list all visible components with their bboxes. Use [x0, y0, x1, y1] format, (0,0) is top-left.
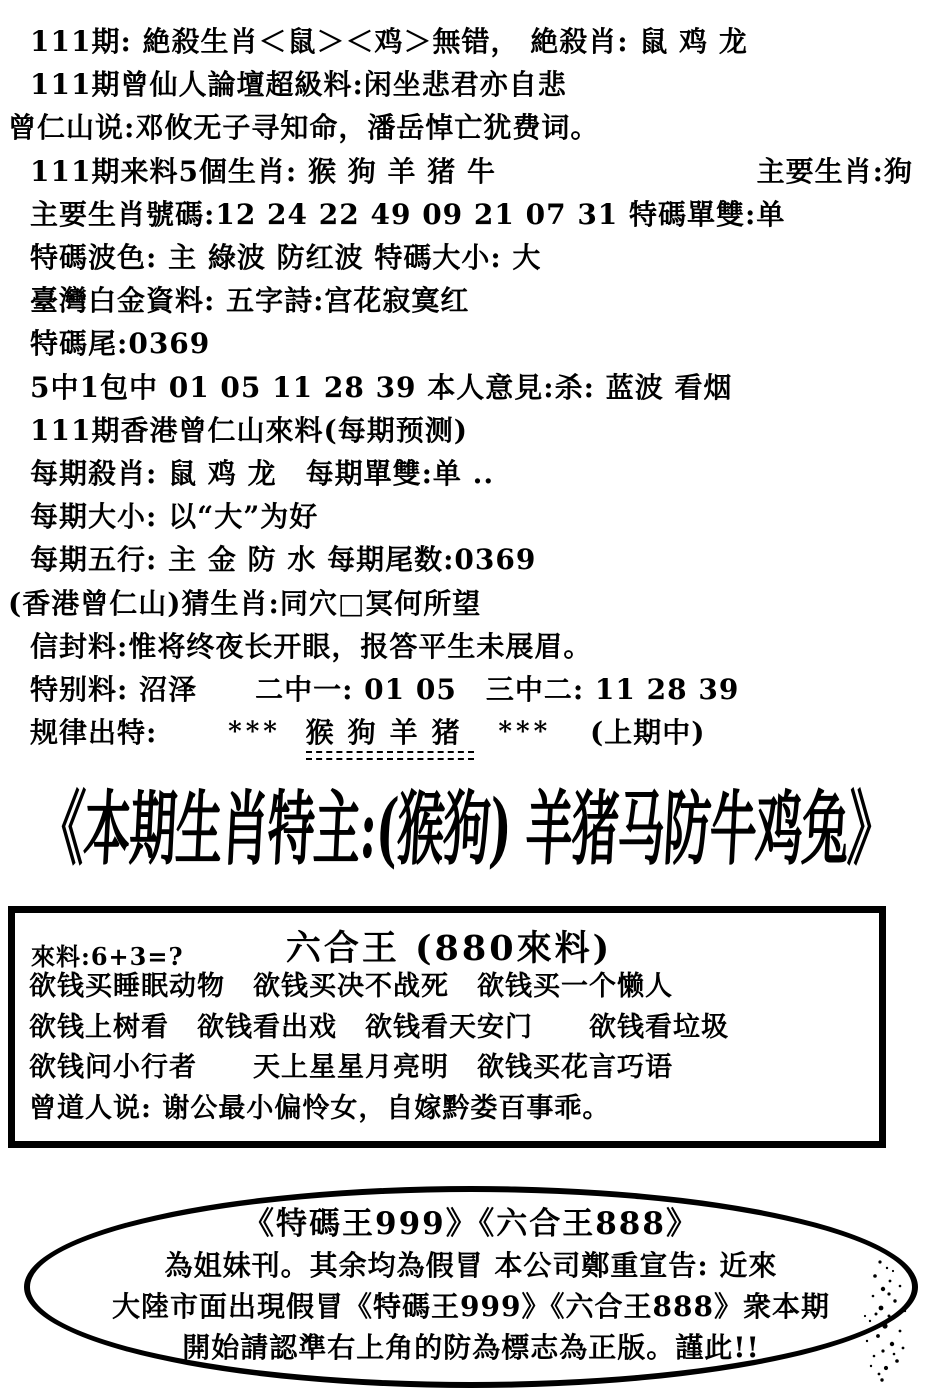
oval-line: 為姐妹刊。其余均為假冒 本公司鄭重宣告: 近來	[164, 1249, 778, 1283]
banner-text: 《本期生肖特主:(猴狗) 羊猪马防牛鸡兔》	[35, 783, 897, 879]
rule-label: 规律出特:	[30, 716, 158, 750]
line-five-pick: 5中1包中 01 05 11 28 39 本人意見:杀: 蓝波 看烟	[30, 370, 733, 404]
rule-animals: 猴狗羊猪	[306, 718, 474, 753]
line-hk-source: 111期香港曾仁山來料(每期预测)	[30, 413, 468, 447]
line-rule-special	[30, 711, 939, 760]
line-five-zodiac	[30, 150, 939, 193]
oval-anticounterfeit-notice	[24, 1186, 918, 1388]
oval-line-titles: 《特碼王999》《六合王888》	[243, 1206, 699, 1243]
box-note: 來料:6+3=?	[31, 942, 184, 972]
banner-zodiac-special	[0, 766, 939, 896]
line-period-kill: 每期殺肖: 鼠 鸡 龙 每期單雙:单 ..	[30, 457, 495, 491]
line-main-numbers: 主要生肖號碼:12 24 22 49 09 21 07 31 特碼單雙:单	[30, 197, 786, 231]
rule-result: (上期中)	[589, 716, 706, 750]
line-period-size: 每期大小: 以“大”为好	[30, 500, 319, 534]
line-guess-zodiac: (香港曾仁山)猜生肖:同穴□冥何所望	[8, 586, 482, 620]
box-line: 欲钱问小行者 天上星星月亮明 欲钱买花言巧语	[29, 1052, 673, 1084]
box-line: 曾道人说: 谢公最小偏怜女，自嫁黔娄百事乖。	[29, 1092, 611, 1124]
oval-line: 大陸市面出現假冒《特碼王999》《六合王888》衆本期	[112, 1290, 830, 1324]
line-period-wuxing: 每期五行: 主 金 防 水 每期尾数:0369	[30, 543, 537, 577]
line-special-tip: 特别料: 沼泽 二中一: 01 05 三中二: 11 28 39	[30, 673, 740, 707]
box-line: 欲钱买睡眠动物 欲钱买决不战死 欲钱买一个懒人	[29, 971, 673, 1003]
box-line: 欲钱上树看 欲钱看出戏 欲钱看天安门 欲钱看垃圾	[29, 1011, 729, 1043]
ink-smudge	[845, 1256, 917, 1384]
line-envelope-tip: 信封料:惟将终夜长开眼，报答平生未展眉。	[30, 629, 593, 663]
five-zodiac-left: 111期来料5個生肖: 猴 狗 羊 猪 牛	[30, 154, 497, 188]
line-taiwan-info: 臺灣白金資料: 五字詩:宫花寂寞红	[30, 284, 470, 318]
line-zeng-quote: 曾仁山说:邓攸无子寻知命，潘岳悼亡犹费词。	[8, 111, 600, 145]
stars-right: ***	[498, 717, 552, 748]
box-header	[29, 915, 869, 972]
line-special-tail: 特碼尾:0369	[30, 327, 211, 361]
stars-left: ***	[228, 717, 281, 748]
line-kill-zodiac: 111期: 絶殺生肖＜鼠＞＜鸡＞無错， 絶殺肖: 鼠 鸡 龙	[30, 25, 748, 58]
box-title: 六合王 (880來料)	[285, 928, 613, 970]
box-liuhewang	[8, 906, 886, 1148]
main-zodiac-right: 主要生肖:狗	[756, 154, 913, 188]
line-forum-tip: 111期曾仙人論壇超級料:闲坐悲君亦自悲	[30, 68, 567, 102]
rule-animals-underline	[306, 718, 474, 760]
oval-line: 開始請認準右上角的防為標志為正版。謹此!!	[182, 1331, 760, 1365]
line-wave-color: 特碼波色: 主 綠波 防红波 特碼大小: 大	[30, 241, 542, 275]
